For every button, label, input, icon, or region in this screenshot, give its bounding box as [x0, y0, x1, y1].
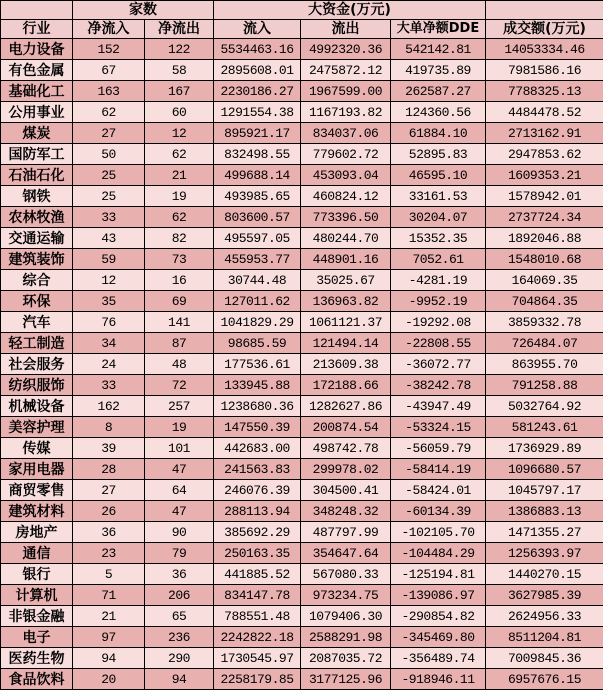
cell-net-inflow-count: 162	[73, 396, 145, 417]
table-row[interactable]	[1, 417, 603, 438]
table-row[interactable]	[1, 312, 603, 333]
table-row[interactable]	[1, 144, 603, 165]
table-row[interactable]	[1, 627, 603, 648]
cell-outflow: 3177125.96	[301, 669, 391, 690]
cell-inflow: 834147.78	[214, 585, 301, 606]
table-row[interactable]	[1, 291, 603, 312]
cell-net-outflow-count: 167	[145, 81, 214, 102]
cell-dde-net: -4281.19	[391, 270, 486, 291]
cell-net-inflow-count: 34	[73, 333, 145, 354]
cell-outflow: 498742.78	[301, 438, 391, 459]
cell-industry: 环保	[1, 291, 73, 312]
cell-inflow: 1238680.36	[214, 396, 301, 417]
cell-net-inflow-count: 33	[73, 207, 145, 228]
cell-industry: 通信	[1, 543, 73, 564]
cell-net-outflow-count: 21	[145, 165, 214, 186]
cell-outflow: 453093.04	[301, 165, 391, 186]
table-row[interactable]	[1, 228, 603, 249]
cell-net-inflow-count: 12	[73, 270, 145, 291]
cell-turnover: 1609353.21	[486, 165, 603, 186]
cell-outflow: 779602.72	[301, 144, 391, 165]
cell-dde-net: 262587.27	[391, 81, 486, 102]
cell-net-inflow-count: 33	[73, 375, 145, 396]
cell-industry: 建筑装饰	[1, 249, 73, 270]
cell-net-inflow-count: 97	[73, 627, 145, 648]
cell-inflow: 2258179.85	[214, 669, 301, 690]
cell-net-outflow-count: 64	[145, 480, 214, 501]
cell-dde-net: -58414.19	[391, 459, 486, 480]
column-header-outflow[interactable]: 流出	[301, 20, 391, 39]
cell-net-outflow-count: 122	[145, 39, 214, 60]
cell-net-inflow-count: 25	[73, 186, 145, 207]
cell-dde-net: -104484.29	[391, 543, 486, 564]
cell-outflow: 487797.99	[301, 522, 391, 543]
cell-dde-net: 542142.81	[391, 39, 486, 60]
cell-inflow: 499688.14	[214, 165, 301, 186]
cell-inflow: 2895608.01	[214, 60, 301, 81]
cell-net-outflow-count: 82	[145, 228, 214, 249]
cell-net-outflow-count: 236	[145, 627, 214, 648]
cell-turnover: 1548010.68	[486, 249, 603, 270]
table-row[interactable]	[1, 564, 603, 585]
cell-inflow: 895921.17	[214, 123, 301, 144]
cell-net-outflow-count: 257	[145, 396, 214, 417]
cell-inflow: 5534463.16	[214, 39, 301, 60]
cell-dde-net: -290854.82	[391, 606, 486, 627]
table-row[interactable]	[1, 333, 603, 354]
table-row[interactable]	[1, 81, 603, 102]
cell-net-inflow-count: 59	[73, 249, 145, 270]
cell-outflow: 172188.66	[301, 375, 391, 396]
table-row[interactable]	[1, 606, 603, 627]
cell-dde-net: -43947.49	[391, 396, 486, 417]
cell-industry: 煤炭	[1, 123, 73, 144]
cell-net-inflow-count: 23	[73, 543, 145, 564]
cell-industry: 家用电器	[1, 459, 73, 480]
cell-inflow: 803600.57	[214, 207, 301, 228]
cell-net-inflow-count: 50	[73, 144, 145, 165]
cell-net-outflow-count: 62	[145, 207, 214, 228]
column-header-dde-net[interactable]: 大单净额DDE	[391, 20, 486, 39]
cell-net-inflow-count: 36	[73, 522, 145, 543]
header-corner-left	[1, 1, 73, 20]
cell-net-inflow-count: 21	[73, 606, 145, 627]
cell-dde-net: 15352.35	[391, 228, 486, 249]
cell-inflow: 1041829.29	[214, 312, 301, 333]
cell-net-inflow-count: 8	[73, 417, 145, 438]
cell-industry: 轻工制造	[1, 333, 73, 354]
cell-net-inflow-count: 39	[73, 438, 145, 459]
cell-industry: 医药生物	[1, 648, 73, 669]
cell-net-outflow-count: 12	[145, 123, 214, 144]
cell-net-outflow-count: 62	[145, 144, 214, 165]
cell-inflow: 385692.29	[214, 522, 301, 543]
cell-turnover: 1045797.17	[486, 480, 603, 501]
cell-turnover: 1440270.15	[486, 564, 603, 585]
cell-net-outflow-count: 19	[145, 186, 214, 207]
cell-net-inflow-count: 76	[73, 312, 145, 333]
cell-industry: 石油石化	[1, 165, 73, 186]
cell-inflow: 788551.48	[214, 606, 301, 627]
table-row[interactable]	[1, 123, 603, 144]
table-row[interactable]	[1, 459, 603, 480]
cell-net-inflow-count: 27	[73, 480, 145, 501]
table-row[interactable]	[1, 249, 603, 270]
table-row[interactable]	[1, 354, 603, 375]
cell-industry: 纺织服饰	[1, 375, 73, 396]
cell-net-inflow-count: 62	[73, 102, 145, 123]
cell-outflow: 1061121.37	[301, 312, 391, 333]
table-row[interactable]	[1, 585, 603, 606]
cell-net-outflow-count: 141	[145, 312, 214, 333]
cell-industry: 国防军工	[1, 144, 73, 165]
cell-turnover: 863955.70	[486, 354, 603, 375]
cell-turnover: 3627985.39	[486, 585, 603, 606]
cell-inflow: 2230186.27	[214, 81, 301, 102]
cell-turnover: 2713162.91	[486, 123, 603, 144]
cell-outflow: 773396.50	[301, 207, 391, 228]
cell-net-outflow-count: 94	[145, 669, 214, 690]
cell-turnover: 164069.35	[486, 270, 603, 291]
cell-dde-net: -356489.74	[391, 648, 486, 669]
cell-industry: 建筑材料	[1, 501, 73, 522]
cell-dde-net: 419735.89	[391, 60, 486, 81]
table-row[interactable]	[1, 438, 603, 459]
cell-industry: 电力设备	[1, 39, 73, 60]
cell-industry: 房地产	[1, 522, 73, 543]
cell-net-outflow-count: 47	[145, 459, 214, 480]
table-row[interactable]	[1, 207, 603, 228]
table-row[interactable]	[1, 501, 603, 522]
cell-dde-net: -125194.81	[391, 564, 486, 585]
table-row[interactable]	[1, 102, 603, 123]
table-row[interactable]	[1, 669, 603, 690]
header-group-count: 家数	[73, 1, 214, 20]
cell-turnover: 7788325.13	[486, 81, 603, 102]
cell-industry: 汽车	[1, 312, 73, 333]
cell-outflow: 354647.64	[301, 543, 391, 564]
cell-industry: 美容护理	[1, 417, 73, 438]
table-row[interactable]	[1, 480, 603, 501]
cell-industry: 传媒	[1, 438, 73, 459]
cell-inflow: 441885.52	[214, 564, 301, 585]
cell-dde-net: -56059.79	[391, 438, 486, 459]
cell-net-inflow-count: 43	[73, 228, 145, 249]
cell-outflow: 136963.82	[301, 291, 391, 312]
cell-net-outflow-count: 48	[145, 354, 214, 375]
cell-industry: 食品饮料	[1, 669, 73, 690]
cell-inflow: 98685.59	[214, 333, 301, 354]
cell-turnover: 4484478.52	[486, 102, 603, 123]
cell-net-outflow-count: 72	[145, 375, 214, 396]
cell-outflow: 460824.12	[301, 186, 391, 207]
cell-net-outflow-count: 60	[145, 102, 214, 123]
cell-outflow: 2087035.72	[301, 648, 391, 669]
cell-turnover: 726484.07	[486, 333, 603, 354]
cell-net-inflow-count: 26	[73, 501, 145, 522]
cell-dde-net: 124360.56	[391, 102, 486, 123]
cell-outflow: 1282627.86	[301, 396, 391, 417]
cell-net-outflow-count: 65	[145, 606, 214, 627]
cell-outflow: 2475872.12	[301, 60, 391, 81]
table-row[interactable]	[1, 522, 603, 543]
cell-net-outflow-count: 16	[145, 270, 214, 291]
cell-industry: 非银金融	[1, 606, 73, 627]
table-row[interactable]	[1, 165, 603, 186]
cell-net-inflow-count: 94	[73, 648, 145, 669]
cell-net-outflow-count: 19	[145, 417, 214, 438]
cell-inflow: 127011.62	[214, 291, 301, 312]
column-header-row	[1, 20, 603, 39]
cell-net-inflow-count: 24	[73, 354, 145, 375]
cell-industry: 计算机	[1, 585, 73, 606]
cell-industry: 交通运输	[1, 228, 73, 249]
cell-dde-net: -38242.78	[391, 375, 486, 396]
cell-dde-net: -139086.97	[391, 585, 486, 606]
cell-turnover: 8511204.81	[486, 627, 603, 648]
cell-inflow: 493985.65	[214, 186, 301, 207]
cell-net-inflow-count: 152	[73, 39, 145, 60]
column-header-industry[interactable]: 行业	[1, 20, 73, 39]
cell-turnover: 1256393.97	[486, 543, 603, 564]
cell-industry: 有色金属	[1, 60, 73, 81]
cell-dde-net: 33161.53	[391, 186, 486, 207]
cell-net-inflow-count: 71	[73, 585, 145, 606]
cell-turnover: 1578942.01	[486, 186, 603, 207]
cell-dde-net: 30204.07	[391, 207, 486, 228]
cell-outflow: 2588291.98	[301, 627, 391, 648]
cell-dde-net: -19292.08	[391, 312, 486, 333]
cell-dde-net: -60134.39	[391, 501, 486, 522]
header-group-big-funds: 大资金(万元)	[214, 1, 486, 20]
cell-net-outflow-count: 36	[145, 564, 214, 585]
cell-net-outflow-count: 79	[145, 543, 214, 564]
cell-net-outflow-count: 73	[145, 249, 214, 270]
cell-turnover: 1096680.57	[486, 459, 603, 480]
cell-turnover: 14053334.46	[486, 39, 603, 60]
cell-turnover: 581243.61	[486, 417, 603, 438]
cell-inflow: 133945.88	[214, 375, 301, 396]
cell-turnover: 7009845.36	[486, 648, 603, 669]
cell-inflow: 241563.83	[214, 459, 301, 480]
cell-inflow: 495597.05	[214, 228, 301, 249]
group-header-row	[1, 1, 603, 20]
cell-turnover: 1386883.13	[486, 501, 603, 522]
cell-outflow: 567080.33	[301, 564, 391, 585]
cell-inflow: 2242822.18	[214, 627, 301, 648]
cell-industry: 钢铁	[1, 186, 73, 207]
cell-net-inflow-count: 67	[73, 60, 145, 81]
cell-net-inflow-count: 28	[73, 459, 145, 480]
cell-turnover: 791258.88	[486, 375, 603, 396]
column-header-inflow[interactable]: 流入	[214, 20, 301, 39]
cell-outflow: 35025.67	[301, 270, 391, 291]
cell-inflow: 442683.00	[214, 438, 301, 459]
table-row[interactable]	[1, 270, 603, 291]
table-row[interactable]	[1, 396, 603, 417]
table-row[interactable]	[1, 60, 603, 81]
cell-industry: 社会服务	[1, 354, 73, 375]
cell-net-outflow-count: 101	[145, 438, 214, 459]
cell-turnover: 1471355.27	[486, 522, 603, 543]
cell-turnover: 5032764.92	[486, 396, 603, 417]
cell-outflow: 480244.70	[301, 228, 391, 249]
cell-dde-net: -102105.70	[391, 522, 486, 543]
cell-turnover: 1736929.89	[486, 438, 603, 459]
cell-net-inflow-count: 5	[73, 564, 145, 585]
cell-turnover: 2947853.62	[486, 144, 603, 165]
cell-dde-net: -36072.77	[391, 354, 486, 375]
cell-inflow: 832498.55	[214, 144, 301, 165]
cell-outflow: 299978.02	[301, 459, 391, 480]
header-corner-right	[486, 1, 603, 20]
cell-net-inflow-count: 163	[73, 81, 145, 102]
cell-outflow: 121494.14	[301, 333, 391, 354]
cell-inflow: 177536.61	[214, 354, 301, 375]
cell-inflow: 1730545.97	[214, 648, 301, 669]
cell-outflow: 304500.41	[301, 480, 391, 501]
table-row[interactable]	[1, 186, 603, 207]
cell-net-outflow-count: 206	[145, 585, 214, 606]
cell-outflow: 973234.75	[301, 585, 391, 606]
cell-dde-net: 7052.61	[391, 249, 486, 270]
cell-dde-net: -918946.11	[391, 669, 486, 690]
table-header	[1, 1, 603, 39]
cell-net-inflow-count: 20	[73, 669, 145, 690]
column-header-net-inflow-count[interactable]: 净流入	[73, 20, 145, 39]
cell-outflow: 1167193.82	[301, 102, 391, 123]
cell-outflow: 200874.54	[301, 417, 391, 438]
column-header-turnover[interactable]: 成交额(万元)	[486, 20, 603, 39]
cell-net-outflow-count: 58	[145, 60, 214, 81]
cell-outflow: 348248.32	[301, 501, 391, 522]
cell-outflow: 213609.38	[301, 354, 391, 375]
cell-industry: 农林牧渔	[1, 207, 73, 228]
cell-industry: 机械设备	[1, 396, 73, 417]
cell-turnover: 6957676.15	[486, 669, 603, 690]
cell-turnover: 1892046.88	[486, 228, 603, 249]
cell-net-outflow-count: 87	[145, 333, 214, 354]
cell-industry: 银行	[1, 564, 73, 585]
cell-dde-net: -22808.55	[391, 333, 486, 354]
cell-dde-net: -58424.01	[391, 480, 486, 501]
cell-inflow: 288113.94	[214, 501, 301, 522]
cell-turnover: 2737724.34	[486, 207, 603, 228]
cell-dde-net: -345469.80	[391, 627, 486, 648]
cell-industry: 基础化工	[1, 81, 73, 102]
cell-inflow: 1291554.38	[214, 102, 301, 123]
cell-turnover: 7981586.16	[486, 60, 603, 81]
cell-dde-net: -53324.15	[391, 417, 486, 438]
cell-net-outflow-count: 47	[145, 501, 214, 522]
cell-turnover: 3859332.78	[486, 312, 603, 333]
cell-outflow: 1079406.30	[301, 606, 391, 627]
table-row[interactable]	[1, 375, 603, 396]
cell-industry: 公用事业	[1, 102, 73, 123]
cell-inflow: 250163.35	[214, 543, 301, 564]
cell-turnover: 704864.35	[486, 291, 603, 312]
cell-industry: 电子	[1, 627, 73, 648]
cell-outflow: 448901.16	[301, 249, 391, 270]
cell-outflow: 1967599.00	[301, 81, 391, 102]
cell-outflow: 834037.06	[301, 123, 391, 144]
cell-net-outflow-count: 290	[145, 648, 214, 669]
cell-dde-net: 46595.10	[391, 165, 486, 186]
cell-net-outflow-count: 69	[145, 291, 214, 312]
column-header-net-outflow-count[interactable]: 净流出	[145, 20, 214, 39]
cell-inflow: 455953.77	[214, 249, 301, 270]
cell-dde-net: 52895.83	[391, 144, 486, 165]
table-row[interactable]	[1, 543, 603, 564]
cell-dde-net: 61884.10	[391, 123, 486, 144]
cell-dde-net: -9952.19	[391, 291, 486, 312]
cell-inflow: 246076.39	[214, 480, 301, 501]
cell-inflow: 30744.48	[214, 270, 301, 291]
cell-industry: 综合	[1, 270, 73, 291]
cell-outflow: 4992320.36	[301, 39, 391, 60]
table-row[interactable]	[1, 39, 603, 60]
table-row[interactable]	[1, 648, 603, 669]
cell-turnover: 2624956.33	[486, 606, 603, 627]
table-body	[1, 39, 603, 690]
cell-inflow: 147550.39	[214, 417, 301, 438]
cell-industry: 商贸零售	[1, 480, 73, 501]
cell-net-inflow-count: 35	[73, 291, 145, 312]
cell-net-inflow-count: 25	[73, 165, 145, 186]
cell-net-inflow-count: 27	[73, 123, 145, 144]
cell-net-outflow-count: 90	[145, 522, 214, 543]
